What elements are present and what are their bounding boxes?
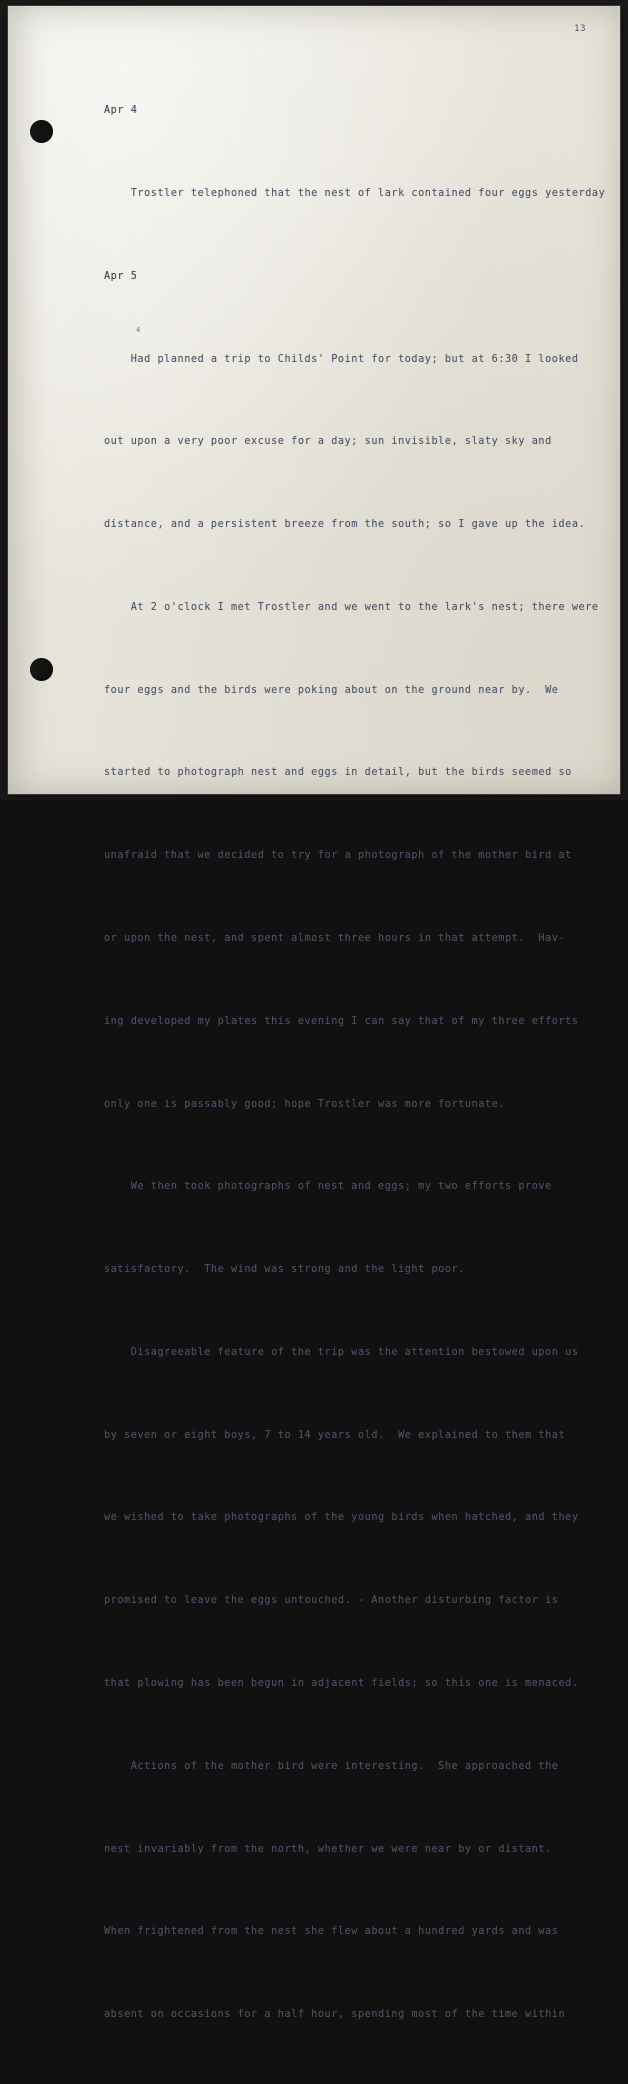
text-line: that plowing has been begun in adjacent fields; so this one is menaced. xyxy=(104,1678,579,1690)
text-line: we wished to take photographs of the young birds when hatched, and they xyxy=(104,1512,579,1524)
text-line: promised to leave the eggs untouched. - Another disturbing factor is xyxy=(104,1595,559,1607)
typewritten-text-body xyxy=(104,42,606,2084)
page-number: 13 xyxy=(574,24,586,34)
binder-hole-top xyxy=(30,120,53,143)
binder-hole-bottom xyxy=(30,658,53,681)
text-line: satisfactory. The wind was strong and the light poor. xyxy=(104,1264,465,1276)
text-line: absent on occasions for a half hour, spending most of the time within xyxy=(104,2009,566,2021)
text-line: Apr 4 xyxy=(104,105,138,117)
text-line: We then took photographs of nest and eggs; my two efforts prove xyxy=(104,1181,552,1193)
text-line: out upon a very poor excuse for a day; sun invisible, slaty sky and xyxy=(104,436,552,448)
text-line: nest invariably from the north, whether we were near by or distant. xyxy=(104,1843,552,1855)
text-line: or upon the nest, and spent almost three hours in that attempt. Hav- xyxy=(104,933,566,944)
text-line: When frightened from the nest she flew about a hundred yards and was xyxy=(104,1926,559,1938)
text-line: Had planned a trip to Childs' Point for today; but at 6:30 I looked xyxy=(104,353,579,365)
text-line: four eggs and the birds were poking about on the ground near by. We xyxy=(104,684,559,696)
text-line: Trostler telephoned that the nest of lark contained four eggs yesterday xyxy=(104,187,606,199)
text-line: by seven or eight boys, 7 to 14 years old. We explained to them that xyxy=(104,1429,566,1441)
paper-sheet xyxy=(8,6,620,2021)
text-line: unafraid that we decided to try for a photograph of the mother bird at xyxy=(104,850,572,862)
text-line: only one is passably good; hope Trostler was more fortunate. xyxy=(104,1098,506,1110)
text-line: Actions of the mother bird were interesting. She approached the xyxy=(104,1760,559,1772)
text-line: Apr 5 xyxy=(104,270,138,282)
text-line: ing developed my plates this evening I can say that of my three efforts xyxy=(104,1015,579,1027)
text-line: Disagreeable feature of the trip was the attention bestowed upon us xyxy=(104,1346,579,1358)
text-line: distance, and a persistent breeze from the south; so I gave up the idea. xyxy=(104,519,586,531)
text-line: At 2 o'clock I met Trostler and we went to the lark's nest; there were xyxy=(104,601,599,613)
pencil-mark: 4 xyxy=(136,326,141,334)
text-line: started to photograph nest and eggs in detail, but the birds seemed so xyxy=(104,767,572,779)
